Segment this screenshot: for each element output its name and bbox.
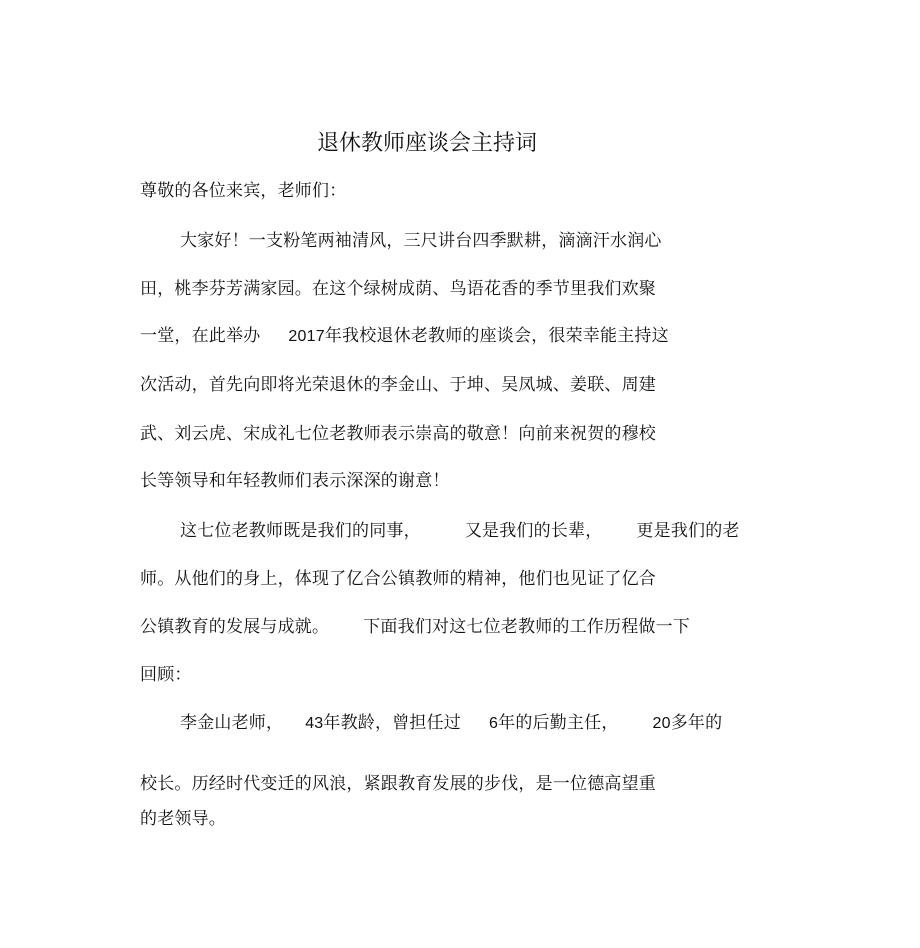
paragraph-3-line-2: 校长。历经时代变迁的风浪，紧跟教育发展的步伐，是一位德高望重 [140, 774, 656, 794]
principal-years-number: 20 [652, 715, 671, 732]
paragraph-1-line-1: 大家好！一支粉笔两袖清风，三尺讲台四季默耕，滴滴汗水润心 [180, 231, 662, 251]
paragraph-3-line-1-c: 年的后勤主任， [498, 713, 619, 733]
paragraph-3-line-1-b: 年教龄，曾担任过 [323, 713, 462, 733]
year-number: 2017 [288, 328, 325, 345]
paragraph-2-line-4: 回顾： [140, 665, 192, 685]
paragraph-3-line-1 [180, 710, 722, 737]
document-title: 退休教师座谈会主持词 [316, 131, 537, 156]
logistics-years-number: 6 [489, 715, 499, 732]
paragraph-2-line-1 [180, 518, 740, 544]
paragraph-2-line-1-b: 又是我们的长辈， [464, 521, 603, 541]
paragraph-2-line-3-b: 下面我们对这七位老教师的工作历程做一下 [363, 617, 691, 637]
paragraph-2-line-3-a: 公镇教育的发展与成就。 [140, 617, 330, 637]
paragraph-1-line-3-b: 年我校退休老教师的座谈会，很荣幸能主持这 [324, 326, 669, 346]
paragraph-1-line-6: 长等领导和年轻教师们表示深深的谢意！ [140, 471, 450, 491]
teaching-years-number: 43 [305, 715, 324, 732]
paragraph-2-line-1-c: 更是我们的老 [636, 521, 740, 541]
paragraph-3-line-1-a: 李金山老师， [180, 713, 284, 733]
paragraph-1-line-5: 武、刘云虎、宋成礼七位老教师表示崇高的敬意！向前来祝贺的穆校 [140, 424, 656, 444]
greeting-line: 尊敬的各位来宾，老师们： [140, 181, 347, 201]
paragraph-2-line-1-a: 这七位老教师既是我们的同事， [180, 521, 421, 541]
paragraph-1-line-4: 次活动，首先向即将光荣退休的李金山、于坤、吴凤城、姜联、周建 [140, 375, 656, 395]
paragraph-3-line-3: 的老领导。 [140, 809, 226, 829]
paragraph-1-line-3-a: 一堂，在此举办 [140, 326, 261, 346]
paragraph-2-line-2: 师。从他们的身上，体现了亿合公镇教师的精神，他们也见证了亿合 [140, 569, 656, 589]
paragraph-3-line-1-d: 多年的 [670, 713, 723, 733]
paragraph-1-line-2: 田，桃李芬芳满家园。在这个绿树成荫、鸟语花香的季节里我们欢聚 [140, 279, 656, 299]
paragraph-1-line-3 [140, 323, 669, 350]
paragraph-2-line-3 [140, 614, 690, 640]
